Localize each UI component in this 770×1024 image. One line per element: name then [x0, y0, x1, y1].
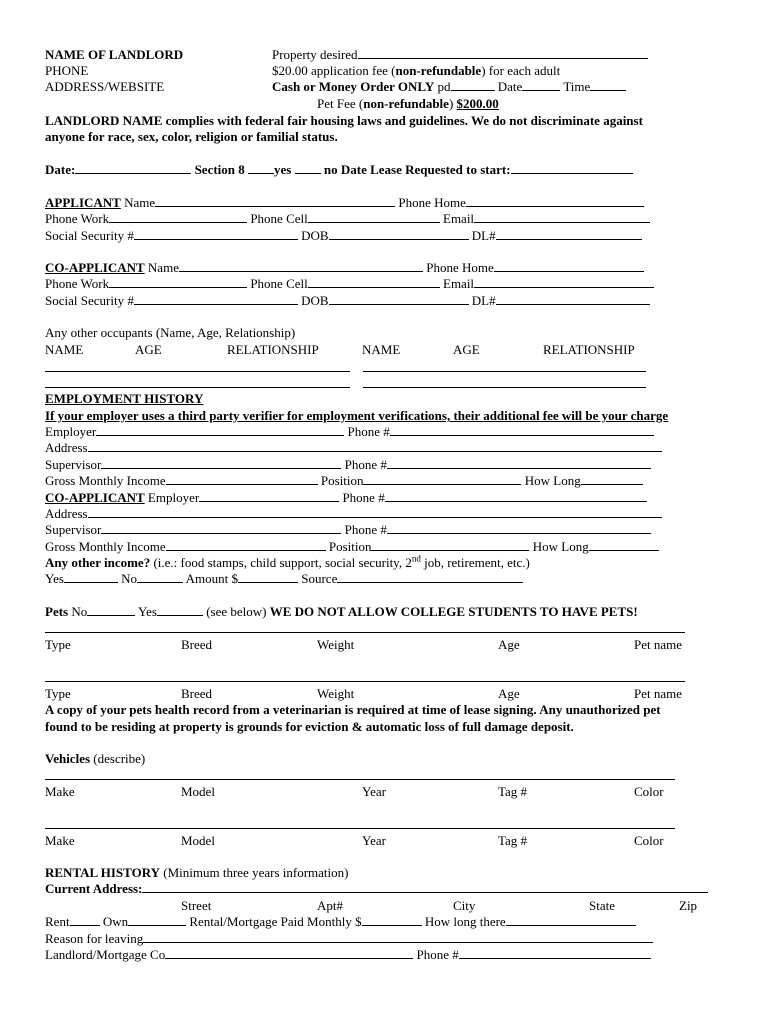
- other-income-no-field[interactable]: [137, 571, 183, 583]
- vehicle-columns-row-1: [45, 784, 725, 800]
- applicant-dl-field[interactable]: [496, 228, 642, 240]
- rental-history-subheading: (Minimum three years information): [163, 865, 349, 880]
- other-income-question: Any other income?: [45, 555, 151, 570]
- how-long-label: How Long: [524, 473, 581, 488]
- occupants-age-col-2: AGE: [453, 342, 480, 357]
- vehicles-label: Vehicles: [45, 751, 91, 766]
- co-position-field[interactable]: [371, 539, 529, 551]
- other-income-source-field[interactable]: [337, 571, 523, 583]
- application-fee-suffix: ) for each adult: [481, 63, 561, 78]
- coapplicant-email-label: Email: [443, 276, 475, 291]
- applicant-ssn-field[interactable]: [134, 228, 298, 240]
- landlord-co-phone-field[interactable]: [459, 947, 651, 959]
- pets-no-field[interactable]: [87, 604, 135, 616]
- pet-record-line1: A copy of your pets health record from a veterinarian is required at time of lease signing. Any unauthorized pet: [45, 702, 661, 717]
- section8-yes-label: yes: [274, 162, 292, 177]
- supervisor-label: Supervisor: [45, 457, 102, 472]
- co-how-long-label: How Long: [532, 539, 589, 554]
- vehicle-make-2: Make: [45, 833, 75, 848]
- other-income-row: [45, 555, 530, 571]
- date-section8-row: [45, 162, 633, 178]
- rental-history-row: [45, 865, 348, 881]
- other-income-amount-field[interactable]: [238, 571, 298, 583]
- coapplicant-dob-field[interactable]: [329, 293, 469, 305]
- other-income-details-row: [45, 571, 523, 587]
- fair-housing-line2: anyone for race, sex, color, religion or familial status.: [45, 129, 338, 144]
- payment-row: [272, 79, 626, 95]
- reason-field[interactable]: [143, 931, 653, 943]
- own-field[interactable]: [128, 914, 186, 926]
- coapplicant-dl-label: DL#: [471, 293, 496, 308]
- vehicle-color-2: Color: [634, 833, 664, 848]
- applicant-ssn-row: [45, 228, 642, 244]
- pet-line-2[interactable]: [45, 681, 685, 682]
- other-income-examples-end: job, retirement, etc.): [424, 555, 530, 570]
- coapplicant-heading: CO-APPLICANT: [45, 260, 145, 275]
- pet-fee-row: [317, 96, 499, 112]
- coapplicant-phone-row: [45, 276, 654, 292]
- pet-weight-1: Weight: [317, 637, 355, 652]
- pet-fee-nonrefundable: non-refundable: [363, 96, 449, 111]
- pet-line-1[interactable]: [45, 632, 685, 633]
- vehicle-columns-row-2: [45, 833, 725, 849]
- co-employer-phone-field[interactable]: [385, 490, 647, 502]
- income-label: Gross Monthly Income: [45, 473, 166, 488]
- application-fee-row: [272, 63, 560, 79]
- occupants-name-col-1: NAME: [45, 342, 84, 357]
- lease-start-field[interactable]: [511, 162, 633, 174]
- occupants-name-col-2: NAME: [362, 342, 401, 357]
- landlord-co-field[interactable]: [165, 947, 413, 959]
- how-long-there-field[interactable]: [506, 914, 636, 926]
- coapplicant-phone-cell-field[interactable]: [308, 276, 440, 288]
- employer-address-row: [45, 440, 662, 456]
- section8-label: Section 8: [194, 162, 245, 177]
- pet-record-line2: found to be residing at property is grounds for eviction & automatic loss of full damage deposit.: [45, 719, 574, 734]
- co-income-row: [45, 539, 659, 555]
- paid-monthly-field[interactable]: [362, 914, 422, 926]
- pet-name-2: Pet name: [634, 686, 683, 701]
- applicant-phone-work-label: Phone Work: [45, 211, 110, 226]
- pet-age-2: Age: [498, 686, 520, 701]
- how-long-field[interactable]: [581, 473, 643, 485]
- vehicle-model-2: Model: [181, 833, 215, 848]
- pet-columns-row-1: [45, 637, 725, 653]
- employer-address-label: Address: [45, 440, 88, 455]
- reason-row: [45, 931, 653, 947]
- pets-yes-field[interactable]: [157, 604, 203, 616]
- supervisor-phone-label: Phone #: [344, 457, 387, 472]
- applicant-phone-home-label: Phone Home: [398, 195, 466, 210]
- vehicle-line-1[interactable]: [45, 779, 675, 780]
- co-supervisor-label: Supervisor: [45, 522, 102, 537]
- pet-name-1: Pet name: [634, 637, 683, 652]
- pet-fee-paren: ): [448, 96, 454, 111]
- applicant-phone-cell-field[interactable]: [308, 211, 440, 223]
- application-fee-nonrefundable: non-refundable: [395, 63, 482, 78]
- pet-columns-row-2: [45, 686, 725, 702]
- coapplicant-name-label: Name: [147, 260, 179, 275]
- payment-time-label: Time: [563, 79, 591, 94]
- co-employer-label: Employer: [147, 490, 200, 505]
- pet-weight-2: Weight: [317, 686, 355, 701]
- how-long-there-label: How long there: [424, 914, 506, 929]
- rent-label: Rent: [45, 914, 70, 929]
- co-employer-phone-label: Phone #: [342, 490, 385, 505]
- coapplicant-dob-label: DOB: [301, 293, 329, 308]
- occupant-line-1b[interactable]: [363, 371, 646, 372]
- applicant-dl-label: DL#: [471, 228, 496, 243]
- supervisor-field[interactable]: [101, 457, 341, 469]
- landlord-co-phone-label: Phone #: [416, 947, 459, 962]
- co-supervisor-phone-label: Phone #: [344, 522, 387, 537]
- position-field[interactable]: [363, 473, 521, 485]
- occupants-relationship-col-1: RELATIONSHIP: [227, 342, 319, 357]
- current-address-field[interactable]: [142, 881, 708, 893]
- co-supervisor-row: [45, 522, 651, 538]
- pd-field[interactable]: [451, 79, 495, 91]
- co-income-label: Gross Monthly Income: [45, 539, 166, 554]
- coapplicant-dl-field[interactable]: [496, 293, 650, 305]
- applicant-name-field[interactable]: [155, 195, 395, 207]
- occupants-intro: Any other occupants (Name, Age, Relationship): [45, 325, 296, 340]
- coapplicant-email-field[interactable]: [474, 276, 654, 288]
- pet-age-1: Age: [498, 637, 520, 652]
- pets-label: Pets: [45, 604, 69, 619]
- co-supervisor-phone-field[interactable]: [387, 522, 651, 534]
- vehicles-row: [45, 751, 145, 767]
- property-desired-row: [272, 47, 648, 63]
- employment-heading: EMPLOYMENT HISTORY: [45, 391, 204, 406]
- verifier-note: If your employer uses a third party verifier for employment verifications, their additional fee will be your charge: [45, 408, 669, 423]
- vehicle-line-2[interactable]: [45, 828, 675, 829]
- address-zip: Zip: [679, 898, 698, 913]
- occupants-relationship-col-2: RELATIONSHIP: [543, 342, 635, 357]
- applicant-heading: APPLICANT: [45, 195, 121, 210]
- vehicle-year-1: Year: [362, 784, 386, 799]
- position-label: Position: [320, 473, 364, 488]
- application-fee-text: $20.00 application fee (: [272, 63, 396, 78]
- pd-label: pd: [437, 79, 451, 94]
- reason-label: Reason for leaving: [45, 931, 144, 946]
- applicant-phone-row: [45, 211, 650, 227]
- occupants-header-row: [45, 342, 725, 358]
- applicant-email-field[interactable]: [474, 211, 650, 223]
- other-income-source-label: Source: [301, 571, 338, 586]
- address-state: State: [589, 898, 615, 913]
- employer-phone-field[interactable]: [390, 424, 654, 436]
- occupants-age-col-1: AGE: [135, 342, 162, 357]
- coapplicant-phone-work-label: Phone Work: [45, 276, 110, 291]
- rent-field[interactable]: [70, 914, 100, 926]
- vehicle-tag-2: Tag #: [498, 833, 528, 848]
- current-address-label: Current Address:: [45, 881, 143, 896]
- coapplicant-ssn-label: Social Security #: [45, 293, 134, 308]
- payment-date-label: Date: [497, 79, 523, 94]
- applicant-ssn-label: Social Security #: [45, 228, 134, 243]
- co-employer-address-field[interactable]: [88, 506, 662, 518]
- applicant-phone-cell-label: Phone Cell: [250, 211, 308, 226]
- landlord-co-label: Landlord/Mortgage Co: [45, 947, 166, 962]
- address-street: Street: [181, 898, 212, 913]
- vehicles-describe: (describe): [93, 751, 146, 766]
- other-income-yes-label: Yes: [45, 571, 64, 586]
- applicant-phone-work-field[interactable]: [109, 211, 247, 223]
- pets-yes-label: Yes: [138, 604, 157, 619]
- other-income-no-label: No: [121, 571, 138, 586]
- coapplicant-name-field[interactable]: [179, 260, 423, 272]
- vehicle-color-1: Color: [634, 784, 664, 799]
- income-row: [45, 473, 643, 489]
- fair-housing-line1: LANDLORD NAME complies with federal fair housing laws and guidelines. We do not discriminate against: [45, 113, 643, 128]
- employer-row: [45, 424, 654, 440]
- section8-yes-field[interactable]: [248, 162, 274, 174]
- other-income-yes-field[interactable]: [64, 571, 118, 583]
- landlord-name-label: NAME OF LANDLORD: [45, 47, 184, 62]
- income-field[interactable]: [166, 473, 318, 485]
- pet-breed-1: Breed: [181, 637, 213, 652]
- landlord-phone-label: PHONE: [45, 63, 89, 78]
- co-how-long-field[interactable]: [589, 539, 659, 551]
- address-parts-row: [45, 898, 725, 914]
- vehicle-year-2: Year: [362, 833, 386, 848]
- rent-own-row: [45, 914, 636, 930]
- payment-method: Cash or Money Order ONLY: [272, 79, 435, 94]
- applicant-email-label: Email: [443, 211, 475, 226]
- payment-time-field[interactable]: [590, 79, 626, 91]
- coapplicant-phone-home-label: Phone Home: [426, 260, 494, 275]
- pets-see-below: (see below): [206, 604, 267, 619]
- employer-label: Employer: [45, 424, 97, 439]
- pet-type-1: Type: [45, 637, 71, 652]
- co-employer-address-label: Address: [45, 506, 88, 521]
- employer-address-field[interactable]: [88, 440, 662, 452]
- pet-type-2: Type: [45, 686, 71, 701]
- employer-field[interactable]: [96, 424, 344, 436]
- co-employer-address-row: [45, 506, 662, 522]
- applicant-name-row: [45, 195, 644, 211]
- property-desired-field[interactable]: [358, 47, 648, 59]
- vehicle-tag-1: Tag #: [498, 784, 528, 799]
- coapplicant-phone-home-field[interactable]: [494, 260, 644, 272]
- supervisor-row: [45, 457, 651, 473]
- other-income-amount-label: Amount $: [185, 571, 238, 586]
- property-desired-label: Property desired: [272, 47, 358, 62]
- lease-start-label: Date Lease Requested to start:: [340, 162, 511, 177]
- applicant-dob-field[interactable]: [329, 228, 469, 240]
- pets-no-label: No: [71, 604, 88, 619]
- vehicle-make-1: Make: [45, 784, 75, 799]
- pet-fee-text: Pet Fee (: [317, 96, 364, 111]
- pet-breed-2: Breed: [181, 686, 213, 701]
- other-income-examples: (i.e.: food stamps, child support, social security, 2: [153, 555, 412, 570]
- co-supervisor-field[interactable]: [101, 522, 341, 534]
- co-employer-heading: CO-APPLICANT: [45, 490, 145, 505]
- section8-no-field[interactable]: [295, 162, 321, 174]
- coapplicant-phone-cell-label: Phone Cell: [250, 276, 308, 291]
- address-city: City: [453, 898, 476, 913]
- paid-monthly-label: Rental/Mortgage Paid Monthly $: [189, 914, 362, 929]
- applicant-dob-label: DOB: [301, 228, 329, 243]
- payment-date-field[interactable]: [522, 79, 560, 91]
- date-label: Date:: [45, 162, 76, 177]
- rental-history-heading: RENTAL HISTORY: [45, 865, 161, 880]
- own-label: Own: [102, 914, 129, 929]
- date-field[interactable]: [75, 162, 191, 174]
- occupant-line-1a[interactable]: [45, 371, 350, 372]
- co-employer-field[interactable]: [199, 490, 339, 502]
- occupant-line-2b[interactable]: [363, 387, 646, 388]
- pets-warning: WE DO NOT ALLOW COLLEGE STUDENTS TO HAVE PETS!: [269, 604, 638, 619]
- pets-row: [45, 604, 638, 620]
- applicant-name-label: Name: [124, 195, 156, 210]
- co-position-label: Position: [328, 539, 372, 554]
- coapplicant-ssn-row: [45, 293, 650, 309]
- section8-no-label: no: [323, 162, 338, 177]
- coapplicant-phone-work-field[interactable]: [109, 276, 247, 288]
- current-address-row: [45, 881, 708, 897]
- landlord-co-row: [45, 947, 651, 963]
- co-employer-row: [45, 490, 647, 506]
- coapplicant-name-row: [45, 260, 644, 276]
- ordinal-suffix: nd: [411, 553, 421, 564]
- coapplicant-ssn-field[interactable]: [134, 293, 298, 305]
- landlord-address-label: ADDRESS/WEBSITE: [45, 79, 165, 94]
- occupant-line-2a[interactable]: [45, 387, 350, 388]
- applicant-phone-home-field[interactable]: [466, 195, 644, 207]
- co-income-field[interactable]: [166, 539, 326, 551]
- vehicle-model-1: Model: [181, 784, 215, 799]
- address-apt: Apt#: [317, 898, 343, 913]
- employer-phone-label: Phone #: [347, 424, 390, 439]
- supervisor-phone-field[interactable]: [387, 457, 651, 469]
- pet-fee-amount: $200.00: [456, 96, 499, 111]
